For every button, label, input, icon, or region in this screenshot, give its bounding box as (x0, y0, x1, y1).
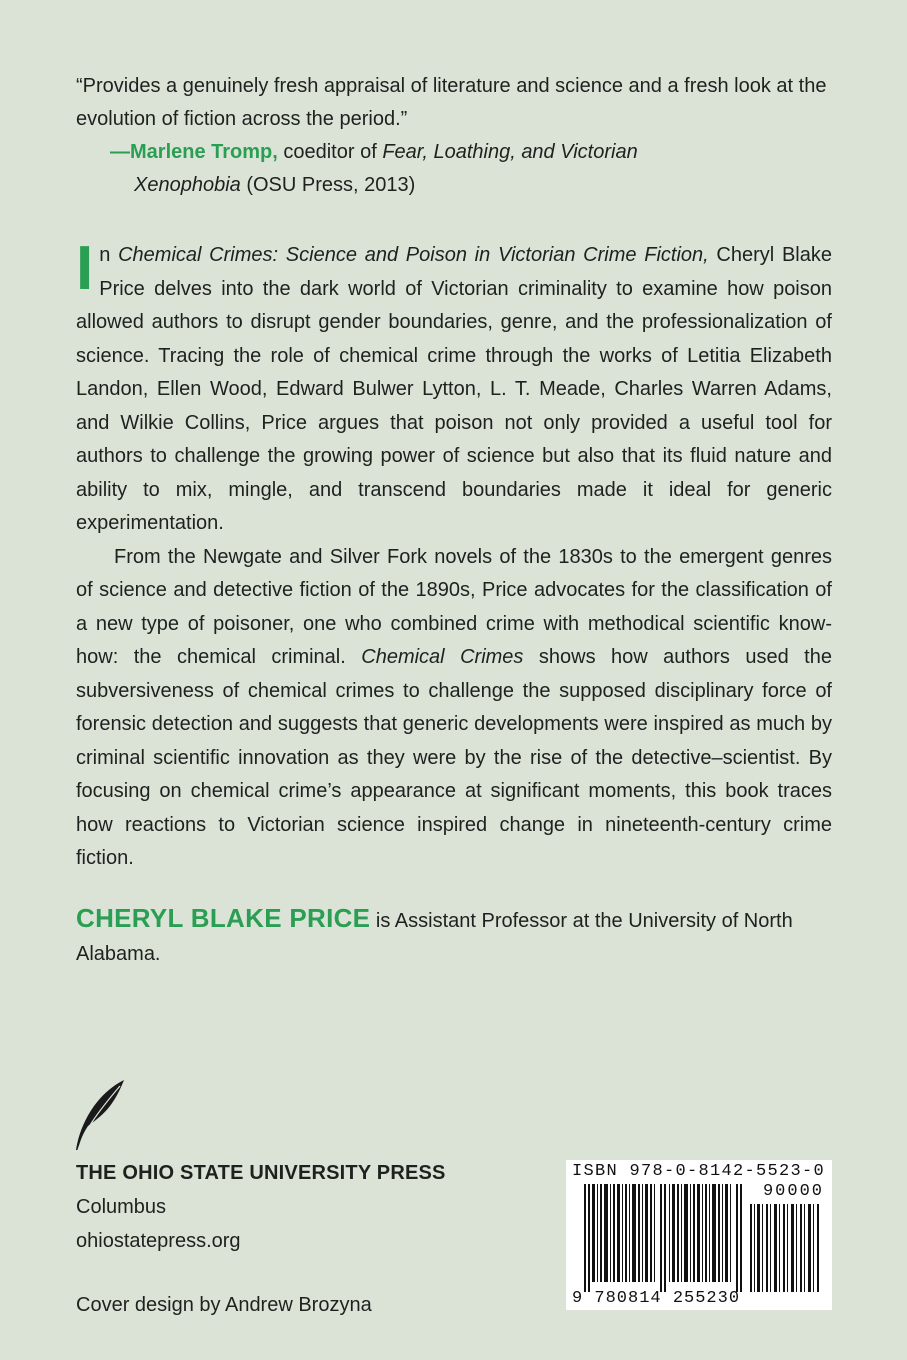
description-paragraph-2 (76, 541, 832, 876)
p2-book-title: Chemical Crimes (361, 646, 524, 668)
cover-credit: Cover design by Andrew Brozyna (76, 1294, 372, 1316)
endorsement-attribution (110, 136, 836, 202)
quill-logo-icon (70, 1076, 130, 1156)
endorser-book-title-cont: Xenophobia (134, 174, 241, 196)
attribution-dash: — (110, 141, 130, 163)
p1-book-title: Chemical Crimes: Science and Poison in Victorian Crime Fiction, (118, 244, 709, 266)
isbn-number: ISBN 978-0-8142-5523-0 (572, 1162, 826, 1181)
publisher-block (76, 1156, 446, 1258)
author-bio (76, 902, 836, 971)
barcode-bars-addon (750, 1204, 822, 1292)
endorser-publisher: (OSU Press, 2013) (240, 174, 416, 196)
description-paragraph-1 (76, 234, 832, 541)
endorser-book-title: Fear, Loathing, and Victorian (382, 141, 638, 163)
attribution-line-2 (110, 169, 836, 202)
author-name: CHERYL BLAKE PRICE (76, 903, 371, 933)
publisher-name: THE OHIO STATE UNIVERSITY PRESS (76, 1162, 446, 1184)
endorsement-blurb (76, 70, 836, 202)
barcode-bars-main (584, 1184, 744, 1292)
p1-rest: Cheryl Blake Price delves into the dark world of Victorian criminality to examine how poison allowed authors to disrupt gender boundaries, genre, and the professionalization of science. Tracing the role of chemical crime through the works of Letitia Elizabeth Landon, Ellen Wood, Edward Bulwer Lytton, L. T. Meade, Charles Warren Adams, and Wilkie Collins, Price argues that poison not only provided a useful tool for authors to challenge the growing power of science but also that its fluid nature and ability to mix, mingle, and transcend boundaries made it ideal for generic experimentation. (76, 244, 832, 534)
book-description (76, 234, 832, 876)
endorser-name: Marlene Tromp, (130, 141, 278, 163)
p2-rest: shows how authors used the subversiveness of chemical crimes to challenge the supposed disciplinary force of forensic detection and suggests that generic developments were inspired as much by criminal scientific innovation as they were by the rise of the detective–scientist. By focusing on chemical crime’s appearance at significant moments, this book traces how reactions to Victorian science inspired change in nineteenth-century crime fiction. (76, 646, 832, 869)
barcode-digits: 9 780814 255230 (572, 1289, 741, 1308)
publisher-url: ohiostatepress.org (76, 1230, 241, 1252)
drop-cap: I (76, 234, 94, 303)
author-description: is Assistant Professor at the University of North Alabama. (76, 910, 793, 965)
endorsement-quote: “Provides a genuinely fresh appraisal of literature and science and a fresh look at the evolution of fiction across the period.” (76, 75, 827, 130)
p2-start: From the Newgate and Silver Fork novels of the 1830s to the emergent genres of science and detective fiction of the 1890s, Price advocates for the classification of a new type of poisoner, one who combined crime with methodical scientific know-how: the chemical criminal. (76, 545, 832, 668)
p1-start: n (99, 244, 119, 266)
endorser-role: coeditor of (277, 141, 383, 163)
price-code: 90000 (762, 1182, 824, 1201)
publisher-city: Columbus (76, 1196, 167, 1218)
isbn-barcode (566, 1160, 832, 1310)
